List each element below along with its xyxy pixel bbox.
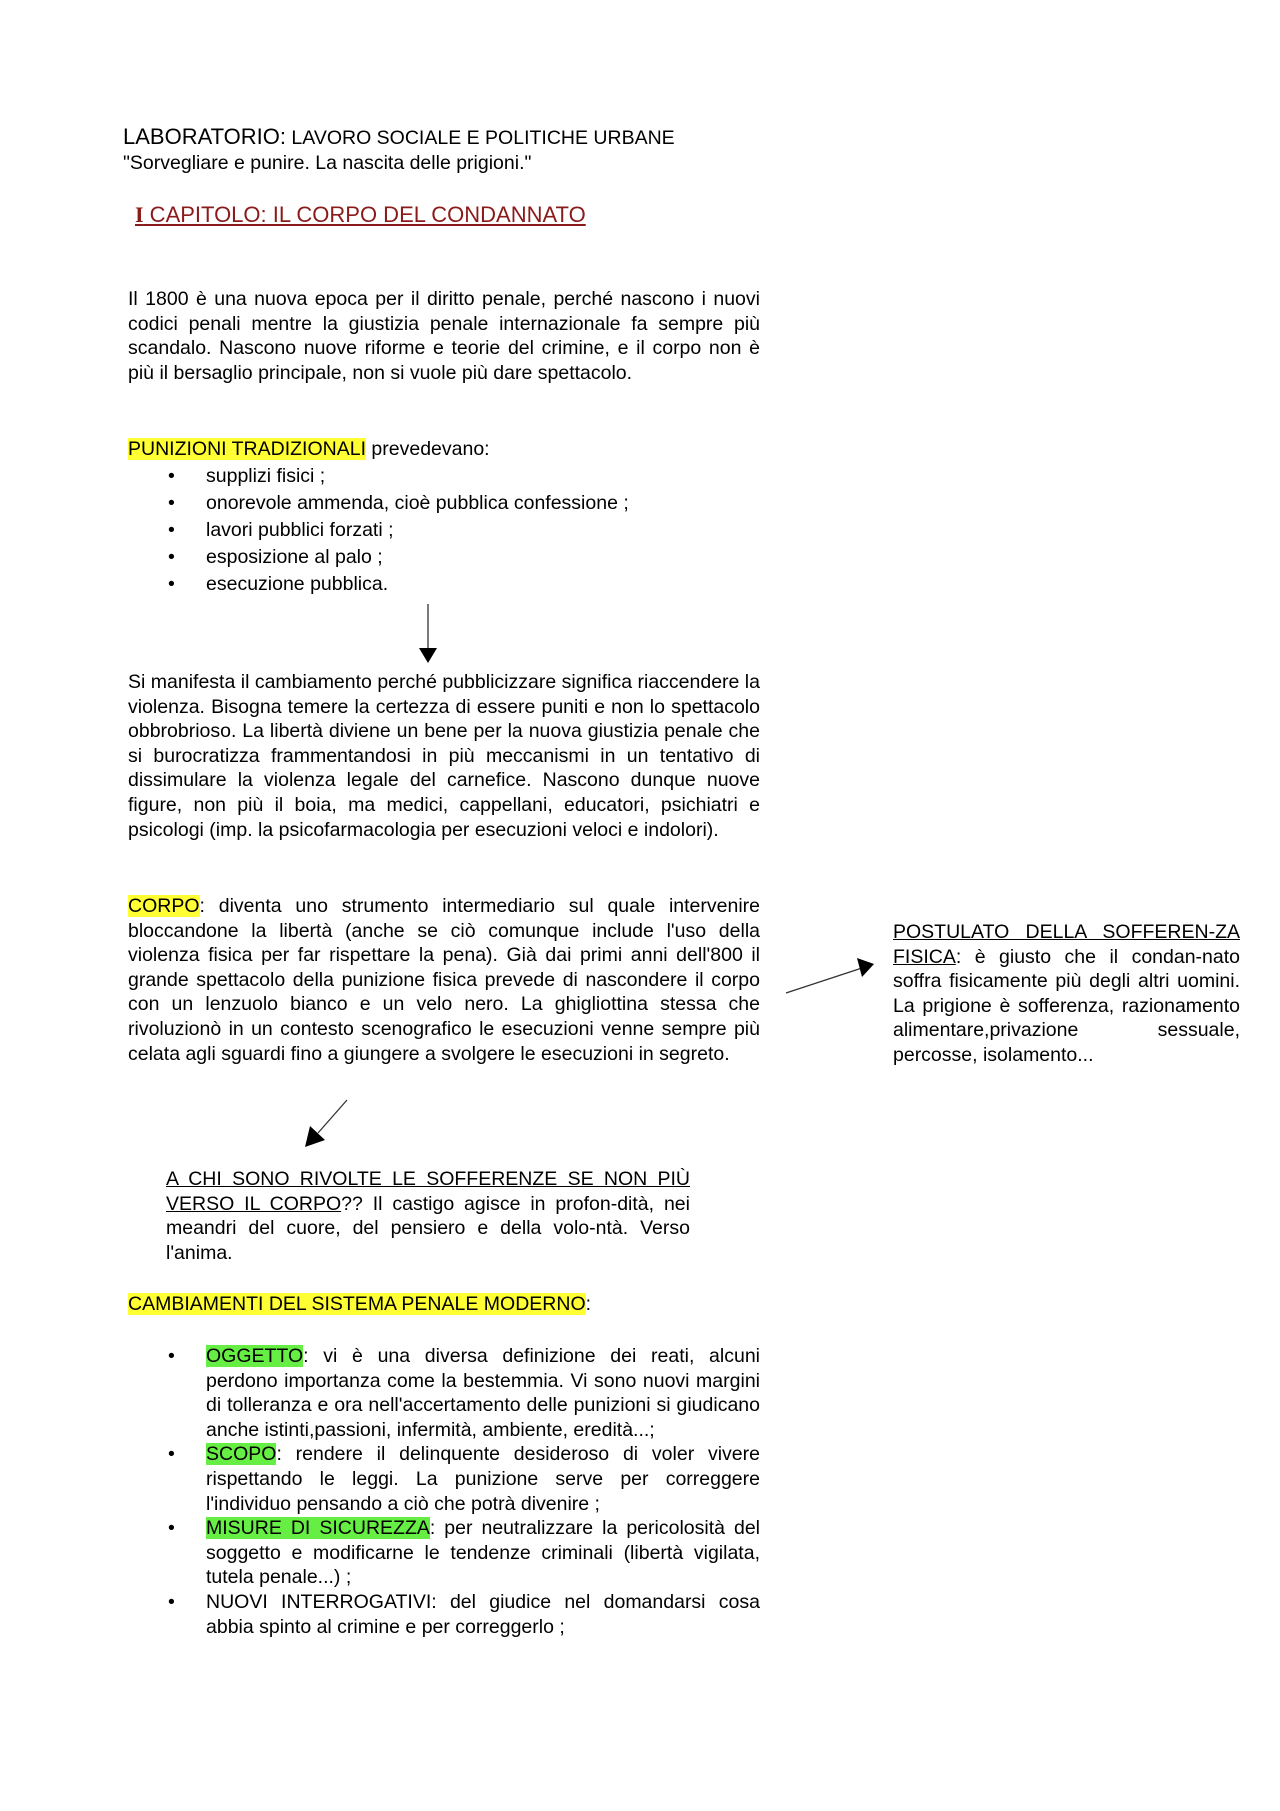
corpo-label: CORPO <box>128 895 200 917</box>
bullet-icon: • <box>168 465 175 487</box>
bullet-icon: • <box>168 519 175 541</box>
postulato-label: POSTULATO DELLA SOFFEREN-ZA FISICA <box>893 921 1240 968</box>
list-item: • lavori pubblici forzati ; <box>128 517 760 544</box>
lab-title: LAVORO SOCIALE E POLITICHE URBANE <box>286 127 675 149</box>
bullet-icon: • <box>168 492 175 514</box>
bullet-icon: • <box>168 546 175 568</box>
item-text: NUOVI INTERROGATIVI: del giudice nel domandarsi cosa abbia spinto al crimine e per correggerlo ; <box>206 1590 760 1638</box>
chapter-roman: I <box>135 202 144 227</box>
cambiamento-paragraph: Si manifesta il cambiamento perché pubblicizzare significa riaccendere la violenza. Bisogna temere la certezza di essere puniti e non lo spettacolo obbrobrioso. La libertà diviene un bene per la nuova giustizia penale che si burocratizza frammentandosi in più meccanismi in un tentativo di dissimulare la violenza legale del carnefice. Nascono dunque nuove figure, non più il boia, ma medici, cappellani, educatori, psichiatri e psicologi (imp. la psicofarmacologia per esecuzioni veloci e indolori). <box>128 671 760 841</box>
list-item: • onorevole ammenda, cioè pubblica confessione ; <box>128 490 760 517</box>
item-label: MISURE DI SICUREZZA <box>206 1517 430 1540</box>
list-item: • esecuzione pubblica. <box>128 571 760 598</box>
down-arrow-icon <box>419 604 437 663</box>
question-label: A CHI SONO RIVOLTE LE SOFFERENZE SE NON PIÙ VERSO IL CORPO <box>166 1168 690 1215</box>
right-arrow-icon <box>786 958 874 993</box>
bullet-icon: • <box>168 1517 175 1540</box>
lab-prefix: LABORATORIO: <box>123 124 287 149</box>
subtitle: "Sorvegliare e punire. La nascita delle prigioni." <box>123 152 532 174</box>
bullet-icon: • <box>168 1443 175 1466</box>
chapter-text: CAPITOLO: IL CORPO DEL CONDANNATO <box>143 202 586 227</box>
bullet-icon: • <box>168 1345 175 1367</box>
list-item: • esposizione al palo ; <box>128 544 760 571</box>
cambiamenti-suffix: : <box>585 1293 592 1315</box>
item-text: : vi è una diversa definizione dei reati, alcuni perdono importanza come la bestemmia. Vi sono nuovi margini di tolleranza e ora nell'accertamento delle punizioni si giudicano anche istinti,passioni, infermità, ambiente, eredità...; <box>206 1345 760 1441</box>
intro-paragraph: Il 1800 è una nuova epoca per il diritto penale, perché nascono i nuovi codici penali mentre la giustizia penale internazionale fa sempre più scandalo. Nascono nuove riforme e teorie del crimine, e il corpo non è più il bersaglio principale, non si vuole più dare spettacolo. <box>128 288 760 384</box>
item-label: SCOPO <box>206 1443 277 1466</box>
cambiamenti-label: CAMBIAMENTI DEL SISTEMA PENALE MODERNO <box>128 1293 586 1315</box>
bullet-icon: • <box>168 1590 175 1613</box>
item-text: : rendere il delinquente desideroso di voler vivere rispettando le leggi. La punizione serve per correggere l'individuo pensando a ciò che potrà divenire ; <box>206 1443 760 1515</box>
list-item: • supplizi fisici ; <box>128 463 760 490</box>
diagonal-arrow-icon <box>305 1100 347 1147</box>
punizioni-suffix: prevedevano: <box>366 438 490 460</box>
item-text: : per neutralizzare la pericolosità del soggetto e modificarne le tendenze criminali (libertà vigilata, tutela penale...) ; <box>206 1517 760 1589</box>
punizioni-label: PUNIZIONI TRADIZIONALI <box>128 438 366 460</box>
postulato-text: : è giusto che il condan-nato soffra fisicamente più degli altri uomini. La prigione è sofferenza, razionamento alimentare,privazione sessuale, percosse, isolamento... <box>893 945 1240 1066</box>
bullet-icon: • <box>168 573 175 595</box>
corpo-text: : diventa uno strumento intermediario sul quale intervenire bloccandone la libertà (anche se ciò comunque include l'uso della violenza fisica per far rispettare la pena). Già dai primi anni dell'800 il grande spettacolo della punizione fisica prevede di nascondere il corpo con un lenzuolo bianco e un velo nero. La ghigliottina stessa che rivoluzionò in un contesto scenografico le esecuzioni venne sempre più celata agli sguardi fino a giungere a svolgere le esecuzioni in segreto. <box>128 895 760 1065</box>
item-label: OGGETTO <box>206 1345 304 1367</box>
question-text: ?? Il castigo agisce in profon-dità, nei meandri del cuore, del pensiero e della volo-ntà. Verso l'anima. <box>166 1192 690 1264</box>
